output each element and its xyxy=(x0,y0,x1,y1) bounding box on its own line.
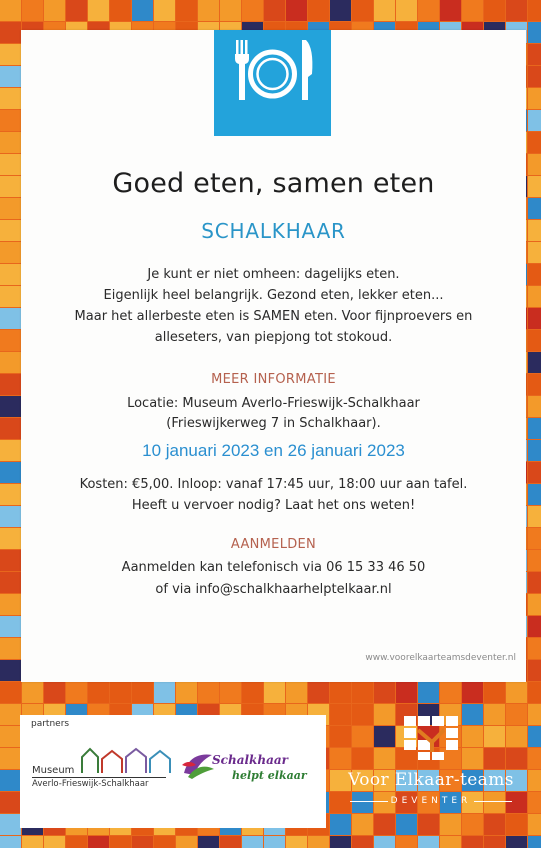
mosaic-tile xyxy=(528,528,541,549)
mosaic-tile xyxy=(528,66,541,87)
mosaic-tile xyxy=(0,154,21,175)
mosaic-tile xyxy=(242,0,263,21)
mosaic-tile xyxy=(0,418,21,439)
mosaic-tile xyxy=(528,330,541,351)
partners-panel xyxy=(20,715,326,828)
mosaic-tile xyxy=(0,330,21,351)
mosaic-tile xyxy=(308,682,329,703)
mosaic-tile xyxy=(506,0,527,21)
mosaic-tile xyxy=(0,220,21,241)
museum-name: Museum xyxy=(32,765,75,776)
schalkhaar-name: Schalkhaar xyxy=(212,753,288,767)
mosaic-tile xyxy=(528,770,541,791)
mosaic-tile xyxy=(484,0,505,21)
mosaic-tile xyxy=(484,836,505,848)
poster-title: Goed eten, samen eten xyxy=(112,168,435,199)
voor-elkaar-teams-logo xyxy=(336,700,526,820)
poster-subtitle: SCHALKHAAR xyxy=(201,219,346,243)
mosaic-tile xyxy=(0,352,21,373)
mosaic-tile xyxy=(528,264,541,285)
mosaic-tile xyxy=(0,0,21,21)
mosaic-tile xyxy=(154,836,175,848)
mosaic-tile xyxy=(154,0,175,21)
mosaic-tile xyxy=(242,682,263,703)
mosaic-tile xyxy=(528,308,541,329)
mosaic-tile xyxy=(528,176,541,197)
website-url: www.voorelkaarteamsdeventer.nl xyxy=(365,653,516,663)
mosaic-tile xyxy=(132,0,153,21)
mosaic-tile xyxy=(264,0,285,21)
mosaic-tile xyxy=(374,0,395,21)
leaf-icon xyxy=(182,751,216,781)
schalkhaar-tagline: helpt elkaar xyxy=(232,769,307,782)
mosaic-tile xyxy=(198,682,219,703)
intro-text xyxy=(21,264,526,348)
mosaic-tile xyxy=(0,528,21,549)
mosaic-tile xyxy=(0,770,21,791)
mosaic-tile xyxy=(132,682,153,703)
mosaic-tile xyxy=(286,682,307,703)
mosaic-tile xyxy=(528,44,541,65)
mosaic-tile xyxy=(0,88,21,109)
register-line: Aanmelden kan telefonisch via 06 15 33 46 50 xyxy=(121,560,426,575)
mosaic-tile xyxy=(176,682,197,703)
mosaic-tile xyxy=(0,198,21,219)
mosaic-tile xyxy=(528,22,541,43)
mosaic-tile xyxy=(528,440,541,461)
mosaic-tile xyxy=(176,0,197,21)
mosaic-tile xyxy=(0,308,21,329)
mosaic-tile xyxy=(462,0,483,21)
mosaic-tile xyxy=(528,572,541,593)
schalkhaar-helpt-logo xyxy=(182,747,322,797)
mosaic-tile xyxy=(528,726,541,747)
mosaic-tile xyxy=(528,484,541,505)
mosaic-tile xyxy=(220,682,241,703)
intro-line: Je kunt er niet omheen: dagelijks eten. xyxy=(147,267,400,282)
mosaic-tile xyxy=(0,616,21,637)
mosaic-tile xyxy=(506,836,527,848)
mosaic-tile xyxy=(0,726,21,747)
mosaic-tile xyxy=(528,660,541,681)
mosaic-tile xyxy=(374,836,395,848)
mosaic-tile xyxy=(88,0,109,21)
mosaic-tile xyxy=(330,0,351,21)
mosaic-tile xyxy=(440,836,461,848)
mosaic-tile xyxy=(528,286,541,307)
houses-icon xyxy=(80,747,180,773)
mosaic-tile xyxy=(0,682,21,703)
mosaic-tile xyxy=(396,836,417,848)
mosaic-tile xyxy=(418,836,439,848)
mosaic-tile xyxy=(528,462,541,483)
intro-line: Eigenlijk heel belangrijk. Gezond eten, lekker eten... xyxy=(103,288,444,303)
mosaic-tile xyxy=(22,0,43,21)
mosaic-tile xyxy=(528,220,541,241)
mosaic-tile xyxy=(176,836,197,848)
mosaic-tile xyxy=(242,836,263,848)
mosaic-tile xyxy=(0,814,21,835)
mosaic-tile xyxy=(0,550,21,571)
mosaic-tile xyxy=(132,836,153,848)
mosaic-tile xyxy=(528,418,541,439)
museum-subname: Averlo-Frieswijk-Schalkhaar xyxy=(32,779,149,789)
mosaic-tile xyxy=(0,66,21,87)
cost-text xyxy=(21,474,526,516)
mosaic-tile xyxy=(528,132,541,153)
museum-divider xyxy=(32,777,166,778)
mosaic-tile xyxy=(154,682,175,703)
mosaic-tile xyxy=(44,0,65,21)
mosaic-tile xyxy=(66,836,87,848)
mosaic-tile xyxy=(0,440,21,461)
mosaic-tile xyxy=(0,396,21,417)
info-heading: MEER INFORMATIE xyxy=(211,372,336,387)
mosaic-tile xyxy=(0,110,21,131)
mosaic-tile xyxy=(396,0,417,21)
mosaic-tile xyxy=(286,0,307,21)
location-line: Locatie: Museum Averlo-Frieswijk-Schalkhaar xyxy=(127,396,420,411)
mosaic-tile xyxy=(528,154,541,175)
plate-cutlery-icon xyxy=(214,30,331,136)
brand-name: Voor Elkaar-teams xyxy=(348,770,514,790)
mosaic-tile xyxy=(528,792,541,813)
mosaic-tile xyxy=(528,374,541,395)
mosaic-tile xyxy=(528,110,541,131)
mosaic-tile xyxy=(308,0,329,21)
mosaic-tile xyxy=(528,88,541,109)
mosaic-tile xyxy=(528,506,541,527)
mosaic-tile xyxy=(0,176,21,197)
cost-line: Kosten: €5,00. Inloop: vanaf 17:45 uur, 18:00 uur aan tafel. xyxy=(79,477,468,492)
mosaic-tile xyxy=(0,836,21,848)
location-line: (Frieswijkerweg 7 in Schalkhaar). xyxy=(166,416,381,431)
mosaic-tile xyxy=(0,660,21,681)
mosaic-tile xyxy=(0,44,21,65)
mosaic-tile xyxy=(198,836,219,848)
mosaic-tile xyxy=(528,198,541,219)
brand-city: DEVENTER xyxy=(390,796,472,806)
mosaic-tile xyxy=(198,0,219,21)
mosaic-tile xyxy=(462,836,483,848)
mosaic-tile xyxy=(528,352,541,373)
mosaic-tile xyxy=(220,836,241,848)
mosaic-tile xyxy=(110,0,131,21)
mosaic-tile xyxy=(0,286,21,307)
mosaic-tile xyxy=(418,0,439,21)
mosaic-tile xyxy=(440,0,461,21)
mosaic-tile xyxy=(44,836,65,848)
mosaic-tile xyxy=(264,682,285,703)
mosaic-tile xyxy=(528,836,541,848)
mosaic-tile xyxy=(0,748,21,769)
mosaic-tile xyxy=(0,484,21,505)
mosaic-tile xyxy=(528,242,541,263)
register-heading: AANMELDEN xyxy=(230,537,317,552)
mosaic-tile xyxy=(286,836,307,848)
mosaic-tile xyxy=(0,704,21,725)
museum-logo xyxy=(30,743,180,803)
poster-card xyxy=(21,30,526,682)
mosaic-tile xyxy=(0,792,21,813)
mosaic-tile xyxy=(0,264,21,285)
mosaic-tile xyxy=(528,396,541,417)
mosaic-tile xyxy=(264,836,285,848)
register-text xyxy=(21,557,526,601)
mosaic-tile xyxy=(352,0,373,21)
mosaic-tile xyxy=(22,682,43,703)
mosaic-tile xyxy=(0,242,21,263)
mosaic-tile xyxy=(44,682,65,703)
mosaic-tile xyxy=(220,0,241,21)
mosaic-tile xyxy=(0,572,21,593)
mosaic-tile xyxy=(110,836,131,848)
register-line: of via info@schalkhaarhelptelkaar.nl xyxy=(155,582,392,597)
partners-label: partners xyxy=(31,719,70,729)
mosaic-tile xyxy=(0,638,21,659)
mosaic-tile xyxy=(66,682,87,703)
location-text xyxy=(21,394,526,434)
intro-line: Maar het allerbeste eten is SAMEN eten. Voor fijnproevers en xyxy=(74,309,473,324)
mosaic-tile xyxy=(308,836,329,848)
grid-person-icon xyxy=(398,712,464,762)
mosaic-tile xyxy=(0,132,21,153)
mosaic-tile xyxy=(352,836,373,848)
mosaic-tile xyxy=(528,616,541,637)
mosaic-tile xyxy=(0,462,21,483)
mosaic-tile xyxy=(0,374,21,395)
mosaic-tile xyxy=(0,22,21,43)
mosaic-tile xyxy=(528,748,541,769)
mosaic-tile xyxy=(0,594,21,615)
cost-line: Heeft u vervoer nodig? Laat het ons weten! xyxy=(131,498,416,513)
mosaic-tile xyxy=(528,638,541,659)
mosaic-tile xyxy=(528,682,541,703)
event-dates: 10 januari 2023 en 26 januari 2023 xyxy=(142,441,405,460)
mosaic-tile xyxy=(330,836,351,848)
mosaic-tile xyxy=(528,594,541,615)
mosaic-tile xyxy=(22,836,43,848)
mosaic-tile xyxy=(88,682,109,703)
mosaic-tile xyxy=(528,550,541,571)
mosaic-tile xyxy=(528,814,541,835)
mosaic-tile xyxy=(110,682,131,703)
mosaic-tile xyxy=(528,704,541,725)
mosaic-tile xyxy=(0,506,21,527)
mosaic-tile xyxy=(66,0,87,21)
intro-line: alleseters, van piepjong tot stokoud. xyxy=(154,330,393,345)
logo-box xyxy=(214,30,331,136)
mosaic-tile xyxy=(528,0,541,21)
mosaic-tile xyxy=(88,836,109,848)
